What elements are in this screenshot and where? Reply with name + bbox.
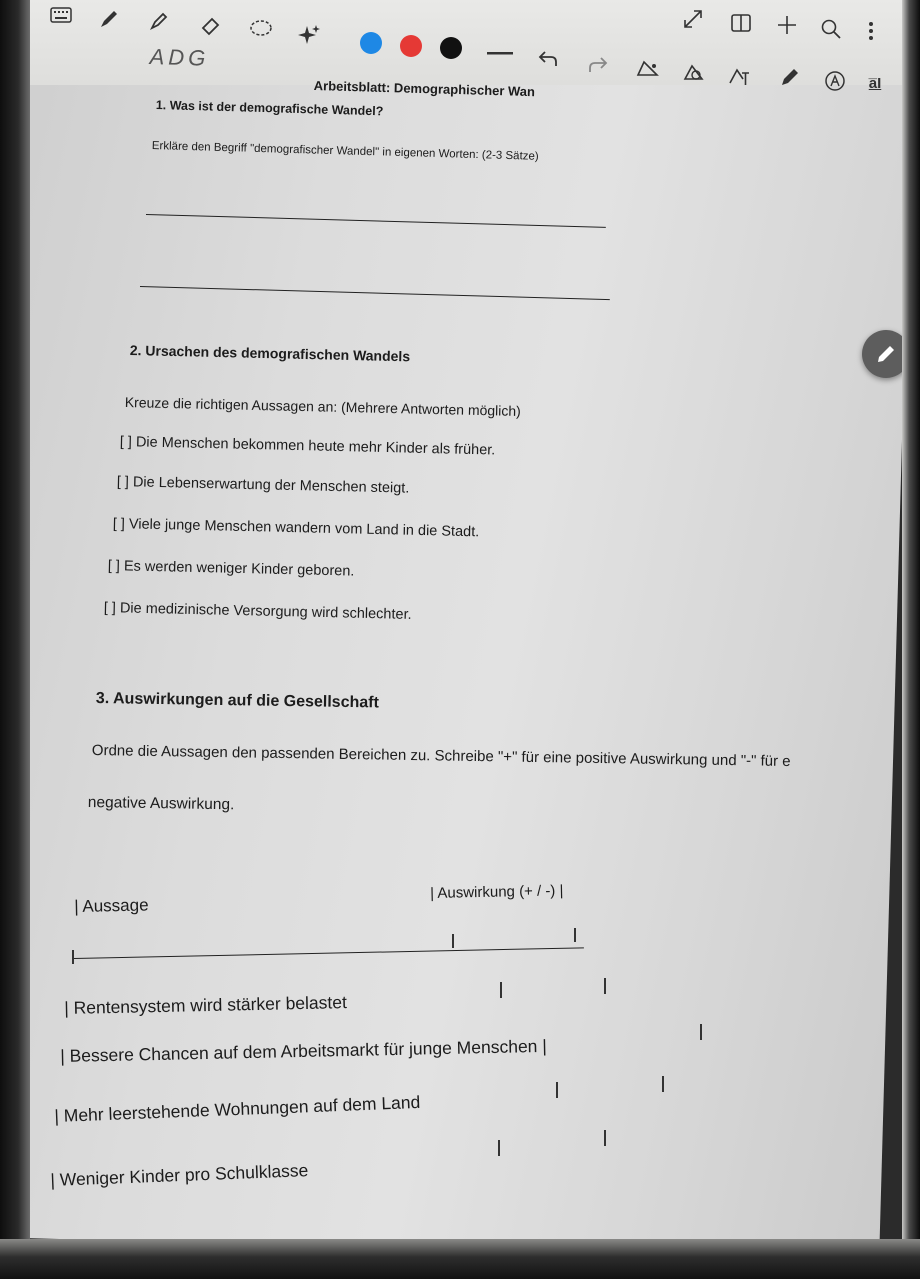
divider-tick-mid xyxy=(452,934,454,948)
table-header-divider xyxy=(74,947,584,959)
q2-option-2[interactable]: [ ] Die Lebenserwartung der Menschen steigt. xyxy=(116,474,410,497)
row4-cell-separator[interactable] xyxy=(498,1140,500,1156)
pencil-icon xyxy=(874,342,898,366)
device-bezel-right xyxy=(902,0,920,1279)
device-bezel-left xyxy=(0,0,30,1279)
table-header-aussage: | Aussage xyxy=(74,895,149,916)
worksheet-title: Arbeitsblatt: Demographischer Wan xyxy=(313,78,536,100)
row2-cell-end[interactable] xyxy=(700,1024,702,1040)
q3-instruction-line2: negative Auswirkung. xyxy=(87,794,235,814)
table-row-3: | Mehr leerstehende Wohnungen auf dem Land xyxy=(54,1091,421,1126)
q2-option-1[interactable]: [ ] Die Menschen bekommen heute mehr Kinder als früher. xyxy=(119,434,496,459)
answer-line-1[interactable] xyxy=(146,214,606,228)
row3-cell-separator[interactable] xyxy=(556,1082,558,1098)
q2-title: 2. Ursachen des demografischen Wandels xyxy=(129,342,411,365)
table-row-1: | Rentensystem wird stärker belastet xyxy=(64,992,348,1018)
row1-cell-separator[interactable] xyxy=(500,982,502,998)
q2-instruction: Kreuze die richtigen Aussagen an: (Mehrere Antworten möglich) xyxy=(124,394,522,419)
q1-title: 1. Was ist der demografische Wandel? xyxy=(155,98,384,119)
handwritten-scribble: ADG xyxy=(149,44,210,71)
table-row-4: | Weniger Kinder pro Schulklasse xyxy=(50,1160,309,1190)
table-header-auswirkung: | Auswirkung (+ / -) | xyxy=(430,882,564,902)
table-row-2: | Bessere Chancen auf dem Arbeitsmarkt für junge Menschen | xyxy=(60,1035,548,1066)
q2-option-3[interactable]: [ ] Viele junge Menschen wandern vom Land in die Stadt. xyxy=(112,516,480,541)
q2-option-5[interactable]: [ ] Die medizinische Versorgung wird schlechter. xyxy=(103,600,412,623)
device-bezel-bottom xyxy=(0,1239,920,1279)
row3-cell-end xyxy=(662,1076,664,1092)
row1-cell-end xyxy=(604,978,606,994)
row4-cell-end xyxy=(604,1130,606,1146)
text-format-icon[interactable]: a̅I xyxy=(868,74,882,92)
q1-instruction: Erkläre den Begriff "demografischer Wandel" in eigenen Worten: (2-3 Sätze) xyxy=(151,140,539,163)
q2-option-4[interactable]: [ ] Es werden weniger Kinder geboren. xyxy=(107,558,355,580)
q3-title: 3. Auswirkungen auf die Gesellschaft xyxy=(95,690,380,712)
q3-instruction-line1: Ordne die Aussagen den passenden Bereichen zu. Schreibe "+" für eine positive Auswirkung und "-" für e xyxy=(91,742,791,770)
divider-tick-right xyxy=(574,928,576,942)
answer-line-2[interactable] xyxy=(140,286,610,300)
divider-tick-left xyxy=(72,950,74,964)
